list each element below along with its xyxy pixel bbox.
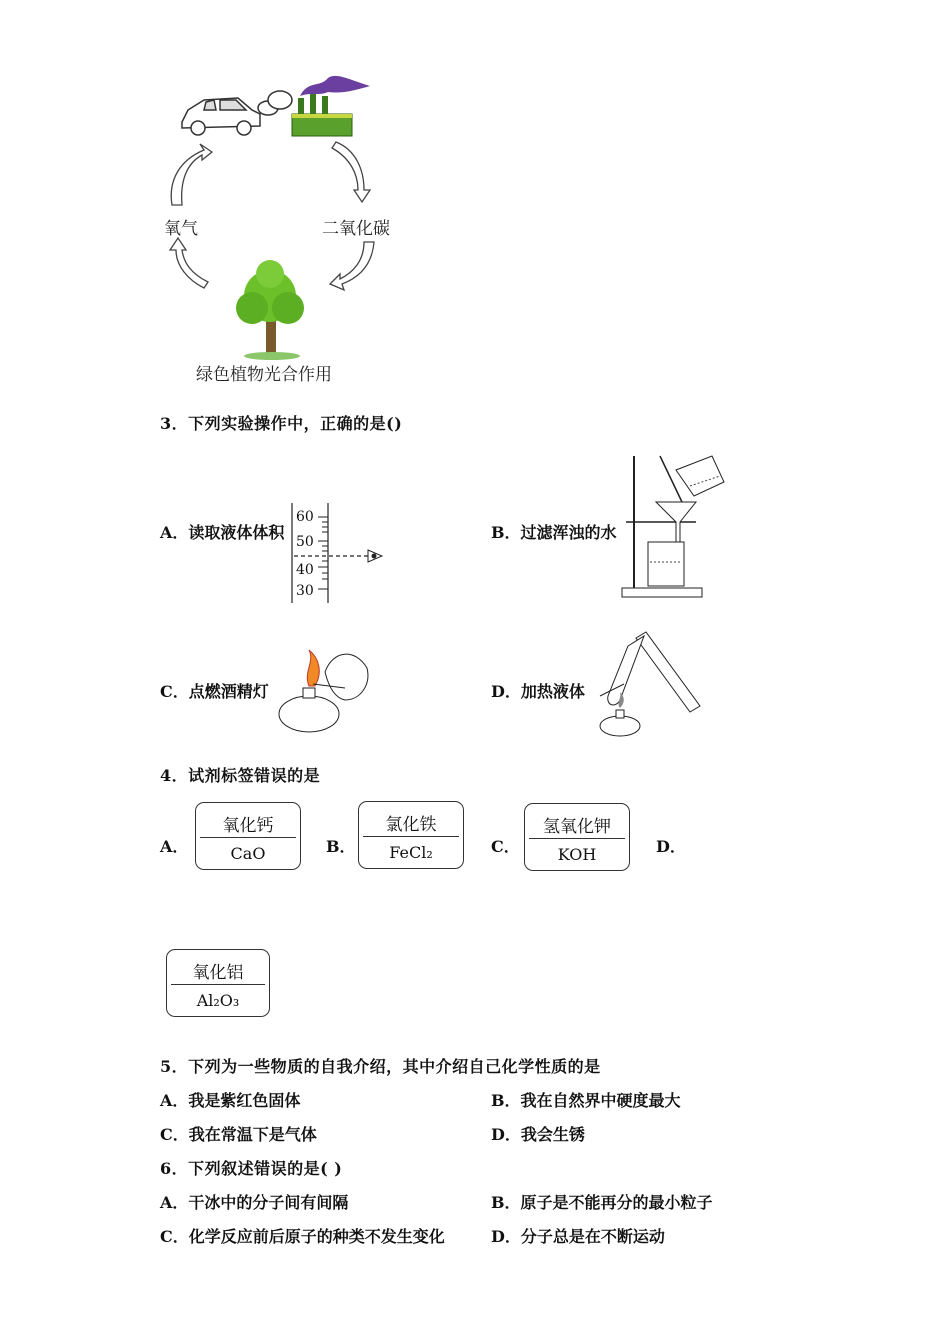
option-letter: C． bbox=[160, 1227, 189, 1246]
q4-label-a[interactable] bbox=[195, 802, 301, 870]
option-letter: A． bbox=[160, 1091, 189, 1110]
q3-option-b[interactable] bbox=[491, 520, 617, 543]
option-letter: B． bbox=[491, 1091, 521, 1110]
q6-option-a[interactable] bbox=[160, 1190, 348, 1213]
reagent-formula: Al₂O₃ bbox=[196, 991, 240, 1010]
q4-stem: 4．试剂标签错误的是 bbox=[160, 766, 321, 785]
option-letter: B． bbox=[491, 523, 521, 542]
q5-option-d[interactable] bbox=[491, 1122, 585, 1145]
cycle-diagram bbox=[160, 70, 420, 390]
filtration-drawing bbox=[620, 452, 730, 602]
option-text: 我在自然界中硬度最大 bbox=[520, 1091, 681, 1110]
oxygen-label: 氧气 bbox=[164, 219, 198, 239]
q5-option-b[interactable] bbox=[491, 1088, 681, 1111]
tick-label-40: 40 bbox=[296, 562, 314, 578]
option-text: 过滤浑浊的水 bbox=[520, 523, 617, 542]
tick-label-60: 60 bbox=[296, 509, 314, 525]
option-letter: B． bbox=[491, 1193, 521, 1212]
q4-option-c-letter[interactable]: C． bbox=[491, 837, 520, 856]
q3-option-d[interactable] bbox=[491, 679, 585, 702]
option-text: 我是紫红色固体 bbox=[188, 1091, 301, 1110]
q3-option-c[interactable] bbox=[160, 679, 269, 702]
option-text: 我在常温下是气体 bbox=[188, 1125, 317, 1144]
option-letter: C． bbox=[160, 1125, 189, 1144]
q5-stem: 5．下列为一些物质的自我介绍，其中介绍自己化学性质的是 bbox=[160, 1057, 601, 1076]
option-letter: D． bbox=[491, 1125, 521, 1144]
heating-figure bbox=[590, 626, 710, 741]
q6-option-d[interactable] bbox=[491, 1224, 665, 1247]
reagent-formula: KOH bbox=[557, 845, 597, 864]
tree-icon bbox=[236, 260, 304, 360]
reagent-formula: CaO bbox=[230, 844, 266, 863]
option-text: 我会生锈 bbox=[520, 1125, 585, 1144]
option-text: 原子是不能再分的最小粒子 bbox=[520, 1193, 713, 1212]
q5-option-a[interactable] bbox=[160, 1088, 300, 1111]
option-letter: D． bbox=[491, 682, 521, 701]
q6-option-c[interactable] bbox=[160, 1224, 445, 1247]
option-text: 读取液体体积 bbox=[188, 523, 285, 542]
tick-label-50: 50 bbox=[296, 534, 314, 550]
q4-option-d-letter[interactable]: D． bbox=[656, 837, 686, 856]
car-icon bbox=[182, 91, 292, 135]
option-text: 加热液体 bbox=[520, 682, 585, 701]
option-letter: D． bbox=[491, 1227, 521, 1246]
option-letter: A． bbox=[160, 523, 189, 542]
photosynthesis-label: 绿色植物光合作用 bbox=[196, 365, 332, 385]
q4-label-c[interactable] bbox=[524, 803, 630, 871]
q4-label-d[interactable] bbox=[166, 949, 270, 1017]
reagent-name: 氧化钙 bbox=[222, 816, 274, 836]
option-text: 分子总是在不断运动 bbox=[520, 1227, 665, 1246]
option-text: 化学反应前后原子的种类不发生变化 bbox=[188, 1227, 445, 1246]
co2-label: 二氧化碳 bbox=[322, 219, 390, 239]
factory-icon bbox=[292, 76, 370, 136]
option-text: 干冰中的分子间有间隔 bbox=[188, 1193, 349, 1212]
cylinder-figure bbox=[288, 503, 388, 603]
reagent-name: 氧化铝 bbox=[192, 963, 244, 983]
alcohol-lamp-figure bbox=[275, 628, 375, 738]
q4-option-a-letter[interactable]: A． bbox=[160, 837, 189, 856]
tick-label-30: 30 bbox=[296, 583, 314, 599]
option-letter: A． bbox=[160, 1193, 189, 1212]
reagent-formula: FeCl₂ bbox=[389, 843, 433, 862]
q5-option-c[interactable] bbox=[160, 1122, 317, 1145]
reagent-name: 氯化铁 bbox=[385, 815, 437, 835]
reagent-name: 氢氧化钾 bbox=[543, 817, 611, 837]
q3-stem: 3．下列实验操作中，正确的是() bbox=[160, 414, 403, 433]
option-letter: C． bbox=[160, 682, 189, 701]
alcohol-lamp-drawing bbox=[275, 628, 375, 738]
option-text: 点燃酒精灯 bbox=[188, 682, 269, 701]
q4-option-b-letter[interactable]: B． bbox=[326, 837, 356, 856]
q6-stem: 6．下列叙述错误的是( ) bbox=[160, 1159, 343, 1178]
heating-drawing bbox=[590, 626, 710, 741]
filtration-figure bbox=[620, 452, 730, 602]
q6-option-b[interactable] bbox=[491, 1190, 713, 1213]
q3-option-a[interactable] bbox=[160, 520, 284, 543]
q4-label-b[interactable] bbox=[358, 801, 464, 869]
